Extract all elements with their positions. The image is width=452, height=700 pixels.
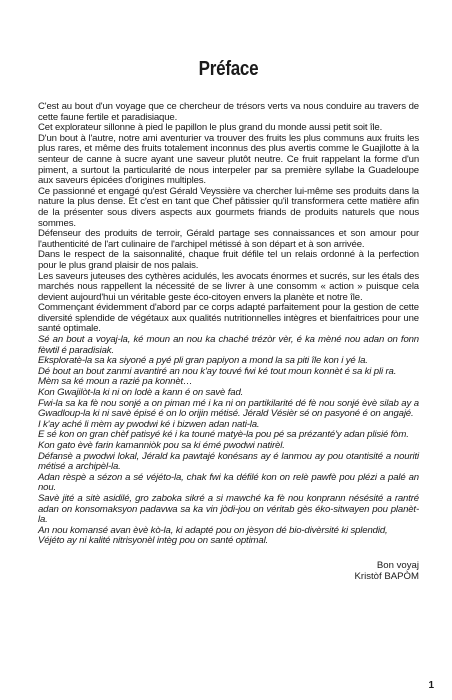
french-paragraph-2: Cet explorateur sillonne à pied le papillon le plus grand du monde aussi petit soit île. <box>38 122 383 134</box>
preface-body <box>38 102 419 547</box>
creole-paragraph-1: Sé an bout a voyaj-la, ké moun an nou ka chaché trézòr vèr, é ka mèné nou adan on fonn fèwtil é paradisiak. <box>38 334 419 356</box>
french-paragraph-4: Ce passionné et engagé qu'est Gérald Veyssière va chercher lui-même ses produits dans la nature la plus dense. Et c'est en tant que Chef pâtissier qu'il transformera cette matière afin de la présenter sous divers aspects aux gourmets friands de produits naturels que nous sommes. <box>38 185 419 229</box>
creole-paragraph-11: Adan rèspè a sézon a sé véjéto-la, chak fwi ka défilé kon on relè pawfè pou plézi a palé an nou. <box>38 471 419 494</box>
french-paragraph-1: C'est au bout d'un voyage que ce chercheur de trésors verts va nous conduire au travers de cette faune fertile et paradisiaque. <box>38 101 419 123</box>
creole-paragraph-14: Véjéto ay ni kalité nitrisyonèl intèg pou on santé optimal. <box>38 535 269 547</box>
signature-author: Kristòf BAPÒM <box>354 570 419 582</box>
creole-paragraph-3: Dé bout an bout zanmi avantiré an nou k'ay touvé fwi ké tout moun konnèt é sa ki pli ra. <box>38 365 397 377</box>
french-paragraph-7: Les saveurs juteuses des cythères acidulés, les avocats énormes et sucrés, sur les étals des marchés nous rappellent la nécessité de se livrer à une consomm « action » puisque cela devient aujourd'hui un véritable geste éco-citoyen envers la planète et notre île. <box>38 270 419 303</box>
preface-page <box>38 0 419 583</box>
french-paragraph-6: Dans le respect de la saisonnalité, chaque fruit défile tel un relais ordonné à la perfection pour le plus grand plaisir de nos palais. <box>38 249 419 271</box>
creole-paragraph-10: Défansè a pwodwi lokal, Jérald ka pawtajé konésans ay é lanmou ay pou otantisité a nouriti métisé a archipèl-la. <box>38 450 419 473</box>
creole-paragraph-9: Kon gato èvè farin kamanniòk pou sa ki émé pwodwi natirèl. <box>38 440 285 451</box>
french-paragraph-8: Commençant évidemment d'abord par ce corps adapté parfaitement pour la gestion de cette diversité splendide de végétaux aux qualités nutritionnelles intègres et bienfaitrices pour une santé optimale. <box>38 302 419 335</box>
creole-paragraph-2: Eksploratè-la sa ka siyoné a pyé pli gran papiyon a mond la sa piti île kon i yé la. <box>38 355 368 367</box>
creole-paragraph-7: I k'ay aché li mèm ay pwodwi ké i bizwen adan nati-la. <box>38 418 260 430</box>
page-number: 1 <box>428 680 434 691</box>
creole-paragraph-12: Savè jité a sitè asidilé, gro zaboka sikré a si mawché ka fè nou konprann nésésité a rantré adan on konsomaksyon padavwa sa ka vin jòdi-jou on véritab gès éko-sitwayen pou planèt-la. <box>38 492 419 526</box>
french-paragraph-5: Défenseur des produits de terroir, Gérald partage ses connaissances et son amour pour l'authenticité de l'art culinaire de l'archipel métissé à son départ et à son arrivée. <box>38 228 419 250</box>
french-paragraph-3: D'un bout à l'autre, notre ami aventurier va trouver des fruits les plus communs aux fruits les plus rares, et même des fruits totalement inconnus des plus avertis comme le Guajilotte à la senteur de canne à sucre ayant une saveur plutôt neutre. Ce fruit rappelant la forme d'un piment, a surtout la particularité de nous interpeler par sa première syllabe la Guadeloupe aux saveurs épicées d'origines multiples. <box>38 132 419 187</box>
creole-paragraph-13: An nou komansé avan èvè kò-la, ki adapté pou on jèsyon dé bio-divèrsité ki splendid, <box>38 524 388 536</box>
creole-paragraph-8: E sé kon on gran chèf patisyé ké i ka touné matyè-la pou pé sa prézanté'y adan plisié fòm. <box>38 429 409 441</box>
creole-paragraph-4: Mèm sa ké moun a razié pa konnèt… <box>38 376 193 388</box>
creole-paragraph-6: Fwi-la sa ka fè nou sonjé a on piman mé i ka ni on partikilarité dé fè nou sonjé èvè silab ay a Gwadloup-la ki ni savè épisé é on lo orijin métisé. Jérald Vésièr sé on pasyoné é on angajé. <box>38 397 419 420</box>
signature-greeting: Bon voyaj <box>376 559 419 571</box>
page-title: Préface <box>198 58 259 80</box>
creole-paragraph-5: Kon Gwajilòt-la ki ni on lodè a kann é on savè fad. <box>38 387 244 399</box>
signature <box>38 561 419 583</box>
